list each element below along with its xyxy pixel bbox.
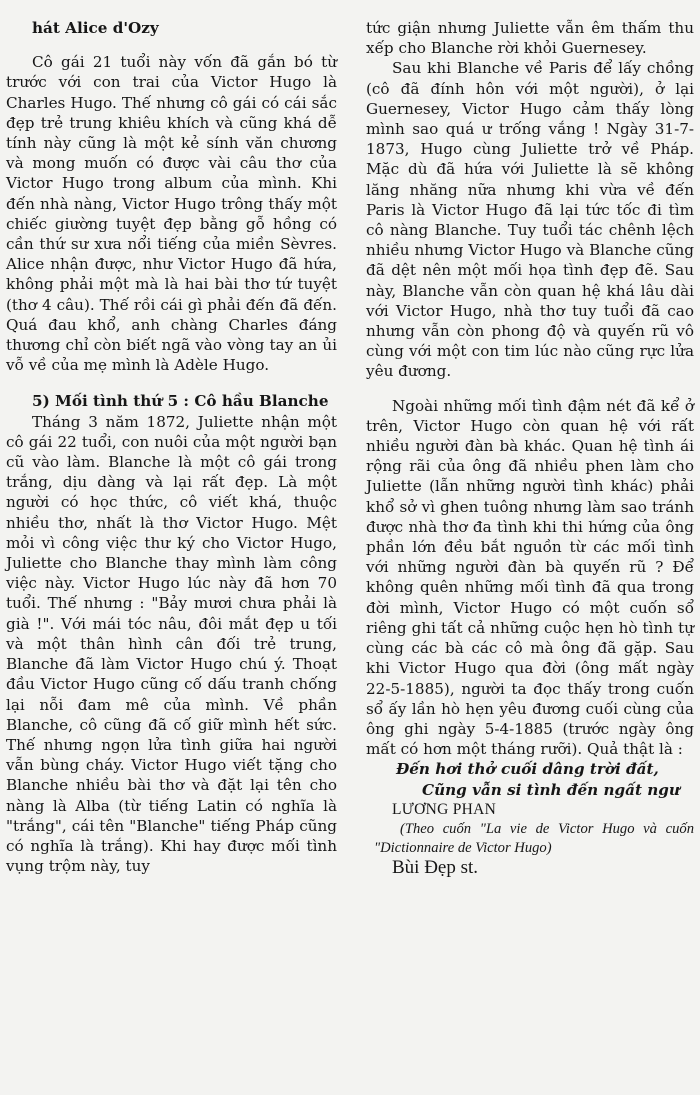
section-heading-blanche: 5) Mối tình thứ 5 : Cô hầu Blanche bbox=[32, 392, 329, 411]
paragraph-continuation: tức giận nhưng Juliette vẫn êm thấm thu xếp cho Blanche rời khỏi Guernesey. bbox=[366, 19, 694, 58]
collector-credit: Bùi Đẹp st. bbox=[392, 856, 479, 878]
left-column bbox=[6, 18, 337, 876]
poem-quote bbox=[366, 759, 694, 799]
poem-line-2: Cũng vẫn si tình đến ngất ngư bbox=[422, 780, 680, 799]
right-column bbox=[366, 18, 694, 878]
paragraph-blanche: Tháng 3 năm 1872, Juliette nhận một cô gái 22 tuổi, con nuôi của một người bạn cũ vào làm. Blanche là một cô gái trong trắng, dịu dàng và lại rất đẹp. Là một người có học thức, cô viết khá, thuộc nhiều thơ, nhất là thơ Victor Hugo. Mệt mỏi vì công việc thư ký cho Victor Hugo, Juliette cho Blanche thay mình làm công việc này. Victor Hugo lúc này đã hơn 70 tuổi. Thế nhưng : "Bảy mươi chưa phải là già !". Với mái tóc nâu, đôi mắt đẹp u tối và một thân hình cân đối trẻ trung, Blanche đã làm Victor Hugo chú ý. Thoạt đầu Victor Hugo cũng cố dấu tranh chống lại nỗi đam mê của mình. Về phần Blanche, cô cũng đã cố giữ mình hết sức. Thế nhưng ngọn lửa tình giữa hai người vẫn bùng cháy. Victor Hugo viết tặng cho Blanche nhiều bài thơ và đặt lại tên cho nàng là Alba (từ tiếng Latin có nghĩa là "trắng", cái tên "Blanche" tiếng Pháp cũng có nghĩa là trắng). Khi hay được mối tình vụng trộm này, tuy bbox=[6, 412, 337, 876]
source-citation: (Theo cuốn "La vie de Victor Hugo và cuốn "Dictionnaire de Victor Hugo) bbox=[374, 820, 694, 856]
section-heading-alice: hát Alice d'Ozy bbox=[32, 19, 159, 37]
paragraph-paris: Sau khi Blanche về Paris để lấy chồng (cô đã đính hôn với một người), ở lại Guernesey, Victor Hugo cảm thấy lòng mình sao quá ư trống vắng ! Ngày 31-7-1873, Hugo cùng Juliette trở về Pháp. Mặc dù đã hứa với Juliette là sẽ không lăng nhăng nữa nhưng khi vừa về đến Paris là Victor Hugo đã lại tức tốc đi tìm cô nàng Blanche. Tuy tuổi tác chênh lệch nhiều nhưng Victor Hugo và Blanche cũng đã dệt nên một mối họa tình đẹp đẽ. Sau này, Blanche vẫn còn quan hệ khá lâu dài với Victor Hugo, nhà thơ tuy tuổi đã cao nhưng vẫn còn phong độ và quyến rũ vô cùng với một con tim lúc nào cũng rực lửa yêu đương. bbox=[366, 59, 694, 381]
paragraph-other-loves: Ngoài những mối tình đậm nét đã kể ở trên, Victor Hugo còn quan hệ với rất nhiều người đàn bà khác. Quan hệ tình ái rộng rãi của ông đã nhiều phen làm cho Juliette (lẫn những người tình khác) phải khổ sở vì ghen tuông nhưng làm sao tránh được nhà thơ đa tình khi thi hứng của ông phần lớn đều bắt nguồn từ các mối tình với những người đàn bà quyến rũ ? Để không quên những mối tình đã qua trong đời mình, Victor Hugo có một cuốn sổ riêng ghi tất cả những cuộc hẹn hò tình tự cùng các bà các cô mà ông đã gặp. Sau khi Victor Hugo qua đời (ông mất ngày 22-5-1885), người ta đọc thấy trong cuốn sổ ấy lần hò hẹn yêu đương cuối cùng của ông ghi ngày 5-4-1885 (trước ngày ông mất có hơn một tháng rưỡi). Quả thật là : bbox=[366, 396, 694, 759]
author-name: LƯƠNG PHAN bbox=[392, 800, 497, 818]
paragraph-alice: Cô gái 21 tuổi này vốn đã gắn bó từ trước với con trai của Victor Hugo là Charles Hugo. Thế nhưng cô gái có cái sắc đẹp trẻ trung khiêu khích và cũng khá dễ tính này cũng là một kẻ sính văn chương và mong muốn có được vài câu thơ của Victor Hugo trong album của mình. Khi đến nhà nàng, Victor Hugo trông thấy một chiếc giường tuyệt đẹp bằng gỗ hồng có cần thứ sư xưa nổi tiếng của miền Sèvres. Alice nhận được, như Victor Hugo đã hứa, không phải một mà là hai bài thơ tứ tuyệt (thơ 4 câu). Thế rồi cái gì phải đến đã đến. Quá đau khổ, anh chàng Charles đáng thương chỉ còn biết ngã vào vòng tay an ủi vỗ về của mẹ mình là Adèle Hugo. bbox=[6, 53, 337, 375]
poem-line-1: Đến hơi thở cuối dâng trời đất, bbox=[396, 760, 659, 779]
